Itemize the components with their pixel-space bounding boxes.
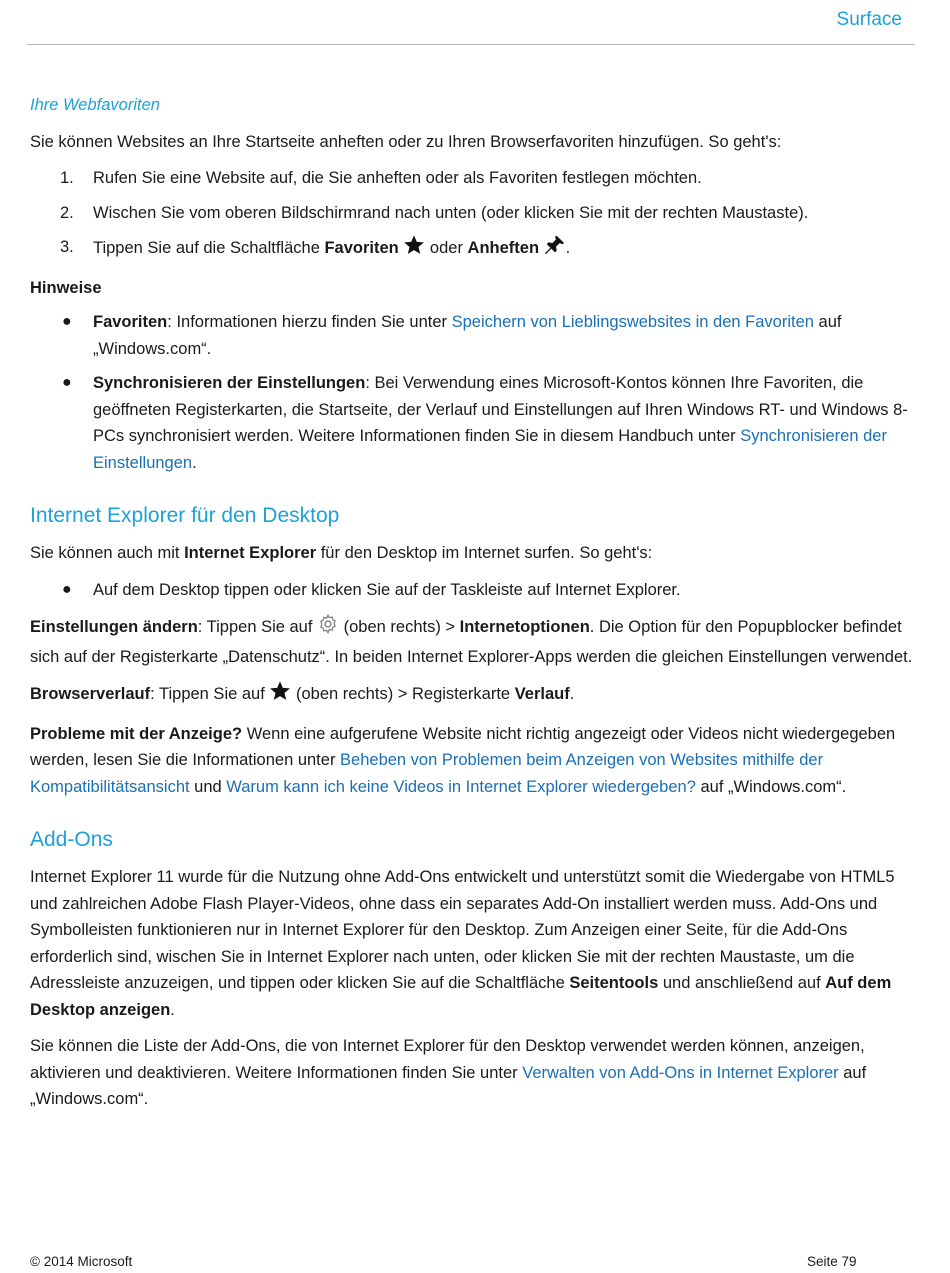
text: für den Desktop im Internet surfen. So geht's:	[316, 544, 653, 562]
note-title: Favoriten	[93, 313, 168, 331]
text: Internet Explorer 11 wurde für die Nutzung ohne Add-Ons entwickelt und unterstützt somit die Wiedergabe von HTML5 und zahlreichen Adobe Flash Player-Videos, ohne dass ein separates Add-On installiert werden muss. Add-Ons und Symbolleisten funktionieren nur in Internet Explorer für den Desktop. Zum Anzeigen einer Seite, für die Add-Ons erforderlich sind, wischen Sie in Internet Explorer nach unten, oder klicken Sie mit der rechten Maustaste, um die Adressleiste anzuzeigen, und tippen oder klicken Sie auf die Schaltfläche	[30, 868, 895, 992]
footer-page-number: Seite 79	[807, 1254, 857, 1269]
note-text: auf „Windows.com“.	[93, 313, 842, 358]
text: .	[569, 685, 575, 703]
text: (oben rechts) > Registerkarte	[291, 685, 515, 703]
text: (oben rechts) >	[339, 618, 460, 636]
section-subtitle: Ihre Webfavoriten	[30, 96, 160, 114]
pin-icon	[544, 234, 566, 265]
steps-list	[30, 165, 915, 265]
section-heading-desktop-ie: Internet Explorer für den Desktop	[30, 504, 340, 527]
pin-label: Anheften	[467, 239, 540, 257]
settings-paragraph	[30, 613, 915, 670]
favorites-label: Favoriten	[324, 239, 399, 257]
bold-text: Browserverlauf	[30, 685, 151, 703]
text: Wenn eine aufgerufene Website nicht richtig angezeigt oder Videos nicht wiedergegeben werden, lesen Sie die Informationen unter	[30, 724, 896, 769]
step-text: .	[565, 239, 571, 257]
bullet-dot: ●	[62, 580, 72, 598]
sync-settings-link[interactable]: Synchronisieren der Einstellungen	[93, 427, 887, 472]
bullet-dot: ●	[62, 374, 72, 391]
list-item	[30, 200, 915, 227]
step-number: 1.	[60, 169, 74, 187]
bullet-dot: ●	[62, 313, 72, 330]
compatibility-view-link[interactable]: Beheben von Problemen beim Anzeigen von Websites mithilfe der Kompatibilitätsansicht	[30, 751, 824, 796]
gear-icon	[317, 613, 339, 644]
intro-paragraph: Sie können Websites an Ihre Startseite anheften oder zu Ihren Browserfavoriten hinzufügen. So geht's:	[30, 132, 782, 151]
bold-text: Internetoptionen	[459, 618, 590, 636]
star-icon	[269, 680, 291, 711]
list-item	[30, 309, 915, 362]
text: und	[189, 777, 227, 796]
step-text: Rufen Sie eine Website auf, die Sie anheften oder als Favoriten festlegen möchten.	[93, 169, 702, 187]
text: : Tippen Sie auf	[150, 685, 270, 703]
problems-paragraph	[30, 721, 915, 801]
section-heading-addons: Add-Ons	[30, 828, 113, 851]
step-number: 3.	[60, 238, 74, 256]
text: auf „Windows.com“.	[695, 777, 847, 796]
bold-text: Einstellungen ändern	[30, 618, 198, 636]
videos-link[interactable]: Warum kann ich keine Videos in Internet Explorer wiedergeben?	[226, 777, 696, 796]
notes-heading-text: Hinweise	[30, 278, 102, 297]
manage-addons-link[interactable]: Verwalten von Add-Ons in Internet Explorer	[522, 1063, 839, 1082]
footer-copyright: © 2014 Microsoft	[30, 1254, 133, 1269]
list-item	[30, 165, 915, 192]
text: .	[170, 1000, 175, 1019]
note-text: : Informationen hierzu finden Sie unter	[167, 313, 452, 331]
document-body	[30, 92, 915, 1123]
notes-list	[30, 309, 915, 476]
bold-text: Probleme mit der Anzeige?	[30, 724, 243, 743]
star-icon	[403, 234, 425, 265]
text: . Die Option für den Popupblocker befindet sich auf der Registerkarte „Datenschutz“. In beiden Internet Explorer-Apps werden die gleichen Einstellungen verwendet.	[30, 618, 913, 666]
list-item	[30, 234, 915, 265]
history-paragraph	[30, 680, 915, 711]
bold-text: Seitentools	[569, 974, 659, 992]
list-item	[30, 370, 915, 476]
bold-text: Internet Explorer	[184, 544, 317, 562]
brand-label: Surface	[836, 9, 902, 30]
text: auf „Windows.com“.	[30, 1063, 867, 1108]
step-number: 2.	[60, 203, 74, 222]
bold-text: Verlauf	[514, 685, 570, 703]
notes-heading	[30, 275, 915, 302]
desktop-bullets	[30, 577, 915, 604]
step-text: oder	[425, 239, 468, 257]
text: : Tippen Sie auf	[197, 618, 318, 636]
header-divider	[27, 44, 915, 45]
step-text: Tippen Sie auf die Schaltfläche	[93, 239, 325, 257]
note-title: Synchronisieren der Einstellungen	[93, 374, 366, 392]
bullet-text: Auf dem Desktop tippen oder klicken Sie auf der Taskleiste auf Internet Explorer.	[93, 580, 681, 599]
text: Sie können die Liste der Add-Ons, die von Internet Explorer für den Desktop verwendet werden können, anzeigen, aktivieren und deaktivieren. Weitere Informationen finden Sie unter	[30, 1037, 865, 1082]
bold-text: Auf dem Desktop anzeigen	[30, 974, 892, 1019]
favorites-link[interactable]: Speichern von Lieblingswebsites in den Favoriten	[451, 313, 814, 331]
addons-paragraph-1	[30, 864, 915, 1023]
text: Sie können auch mit	[30, 544, 185, 562]
list-item	[30, 577, 915, 604]
note-text: .	[192, 453, 197, 472]
addons-paragraph-2	[30, 1033, 915, 1113]
step-text: Wischen Sie vom oberen Bildschirmrand nach unten (oder klicken Sie mit der rechten Maustaste).	[93, 203, 809, 222]
text: und anschließend auf	[658, 974, 826, 992]
page	[30, 0, 915, 1273]
note-text: : Bei Verwendung eines Microsoft-Kontos können Ihre Favoriten, die geöffneten Registerkarten, die Startseite, der Verlauf und Einstellungen auf Ihren Windows RT- und Windows 8-PCs synchronisiert werden. Weitere Informationen finden Sie in diesem Handbuch unter	[93, 374, 908, 445]
desktop-intro	[30, 540, 915, 567]
